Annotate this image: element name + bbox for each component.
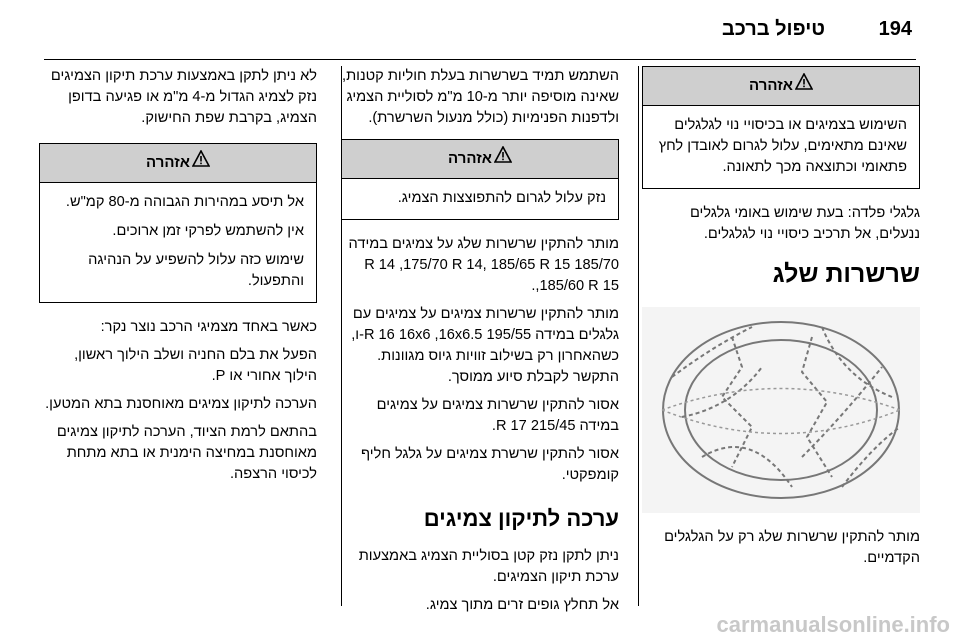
warning-triangle-icon <box>494 140 512 178</box>
page-header <box>80 18 920 50</box>
procedure-paragraph: הפעל את בלם החניה ושלב הילוך ראשון, הילוך אחורי או P. <box>74 347 317 384</box>
warning-label: אזהרה <box>146 154 190 171</box>
steel-wheels-note: גלגלי פלדה: בעת שימוש באומי גלגלים ננעלים, אל תרכיב כיסויי נוי לגלגלים. <box>689 205 920 242</box>
warning-text: השימוש בצמיגים או בכיסויי נוי לגלגלים שאינם מתאימים, עלול לגרום לאובדן לחץ פתאומי וכתוצאה מכך לתאונה. <box>658 117 907 175</box>
right-column <box>642 66 920 576</box>
left-column <box>39 66 317 492</box>
chain-paragraph: אסור להתקין שרשרת צמיגים על גלגל חליף קומפקטי. <box>361 446 619 483</box>
column-divider <box>341 66 342 606</box>
warning-label: אזהרה <box>448 150 492 167</box>
warning-text: אל תיסע במהירות הגבוהה מ-80 קמ"ש. <box>65 194 304 210</box>
procedure-paragraph: כאשר באחד מצמיגי הרכב נוצר נקר: <box>100 319 317 335</box>
warning-label: אזהרה <box>749 77 793 94</box>
warning-header <box>40 144 316 183</box>
warning-triangle-icon <box>192 144 210 182</box>
snow-chains-heading: שרשרות שלג <box>772 260 920 288</box>
warning-text: נזק עלול לגרום להתפוצצות הצמיג. <box>397 190 606 206</box>
chain-paragraph: מותר להתקין שרשרות שלג על צמיגים במידה 185/70 R 14 ,175/70 R 14, 185/65 R 15 ,185/60 R 15. <box>348 236 619 294</box>
chain-paragraph: אסור להתקין שרשרות צמיגים על צמיגים במידה 215/45 R 17. <box>376 397 619 434</box>
warning-box <box>642 66 920 189</box>
procedure-paragraph: הערכה לתיקון צמיגים מאוחסנת בתא המטען. <box>45 396 317 412</box>
header-rule <box>44 59 916 60</box>
warning-text: אין להשתמש לפרקי זמן ארוכים. <box>112 223 304 239</box>
chain-intro: השתמש תמיד בשרשרות בעלת חוליות קטנות, שאינה מוסיפה יותר מ-10 מ"מ לסוליית הצמיג ולדפנות הפנימיות (כולל מנעול השרשרת). <box>342 68 619 126</box>
repair-limit-text: לא ניתן לתקן באמצעות ערכת תיקון הצמיגים נזק לצמיג הגדול מ-4 מ"מ או פגיעה בדופן הצמיג, בקרבת שפת החישוק. <box>50 68 317 126</box>
warning-text: שימוש כזה עלול להשפיע על הנהיגה והתפעול. <box>88 252 304 289</box>
warning-box <box>341 139 619 220</box>
warning-header <box>342 140 618 179</box>
figure-caption: מותר להתקין שרשרות שלג רק על הגלגלים הקדמיים. <box>664 529 920 566</box>
repair-paragraph: ניתן לתקן נזק קטן בסוליית הצמיג באמצעות ערכת תיקון הצמיגים. <box>358 548 619 585</box>
snow-chain-illustration <box>642 307 920 513</box>
warning-header <box>643 67 919 106</box>
middle-column <box>341 66 619 623</box>
warning-triangle-icon <box>795 67 813 105</box>
procedure-paragraph: בהתאם לרמת הציוד, הערכה לתיקון צמיגים מאוחסנת במחיצה הימנית או בתא מתחת לכיסוי הרצפה. <box>56 424 317 482</box>
tyre-repair-kit-heading: ערכה לתיקון צמיגים <box>423 506 619 531</box>
section-title: טיפול ברכב <box>721 18 825 40</box>
chain-paragraph: מותר להתקין שרשרות צמיגים על צמיגים עם גלגלים במידה 195/55 R 16 16x6 ,16x6.5-ו, כשהאחרון רק בשילוב זוויות גיוס מגוונות. התקשר לקבלת סיוע ממוסך. <box>351 306 619 385</box>
watermark: carmanualsonline.info <box>716 612 950 637</box>
column-divider <box>638 66 639 606</box>
repair-paragraph: אל תחלץ גופים זרים מתוך צמיג. <box>425 597 619 613</box>
page-number: 194 <box>878 18 912 40</box>
warning-box <box>39 143 317 303</box>
